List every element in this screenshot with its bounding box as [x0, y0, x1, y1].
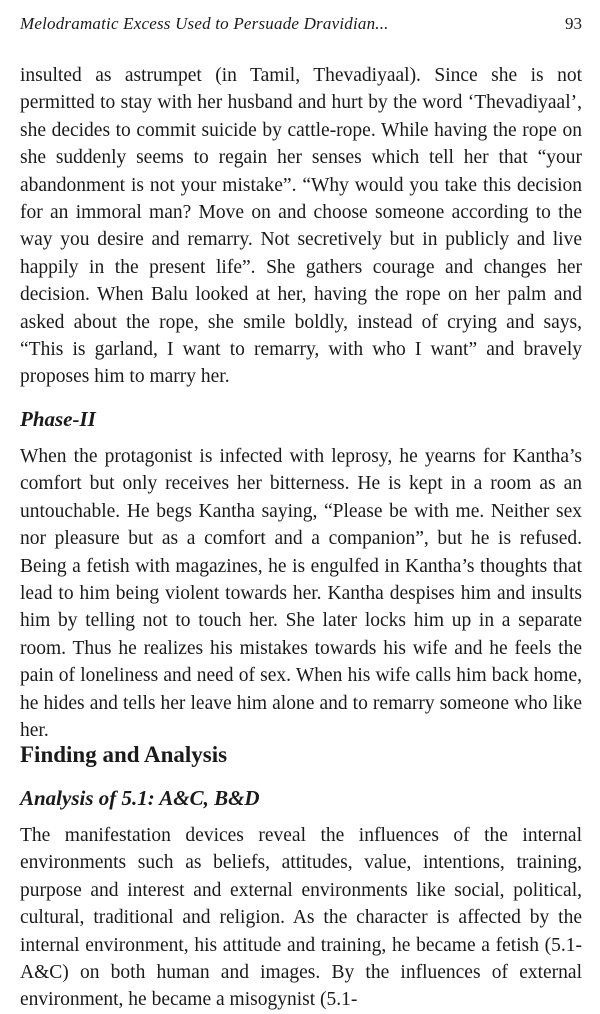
phase-heading: Phase-II [20, 407, 96, 431]
body-paragraph-2: When the protagonist is infected with leprosy, he yearns for Kantha’s comfort but only receives her bitterness. He is kept in a room as an untouchable. He begs Kantha saying, “Please be with me. Neither sex nor pleasure but as a comfort and a companion”, but he is refused. Being a fetish with magazines, he is engulfed in Kantha’s thoughts that lead to him being violent towards her. Kantha despises him and insults him by telling not to touch her. She later locks him up in a separate room. Thus he realizes his mistakes towards his wife and he feels the pain of loneliness and need of sex. When his wife calls him back home, he hides and tells her leave him alone and to remarry someone who like her. [20, 446, 582, 742]
section-heading: Finding and Analysis [20, 742, 228, 767]
running-title: Melodramatic Excess Used to Persuade Dravidian... [20, 14, 389, 33]
subsection-heading: Analysis of 5.1: A&C, B&D [20, 786, 260, 810]
body-paragraph-1: insulted as astrumpet (in Tamil, Thevadiyaal). Since she is not permitted to stay with her husband and hurt by the word ‘Thevadiyaal’, she decides to commit suicide by cattle-rope. While having the rope on she suddenly seems to regain her senses which tell her that “your abandonment is not your mistake”. “Why would you take this decision for an immoral man? Move on and choose someone according to the way you desire and remarry. Not secretively but in publicly and live happily in the present life”. She gathers courage and changes her decision. When Balu looked at her, having the rope on her palm and asked about the rope, she smile boldly, instead of crying and says, “This is garland, I want to remarry, with who I want” and bravely proposes him to marry her. [20, 65, 582, 388]
running-header [20, 14, 582, 40]
body-paragraph-3: The manifestation devices reveal the influences of the internal environments such as beliefs, attitudes, value, intentions, training, purpose and interest and external environments like social, political, cultural, traditional and religion. As the character is affected by the internal environment, his attitude and training, he became a fetish (5.1-A&C) on both human and images. By the influences of external environment, he became a misogynist (5.1- [20, 825, 582, 1011]
page-number: 93 [565, 14, 582, 33]
